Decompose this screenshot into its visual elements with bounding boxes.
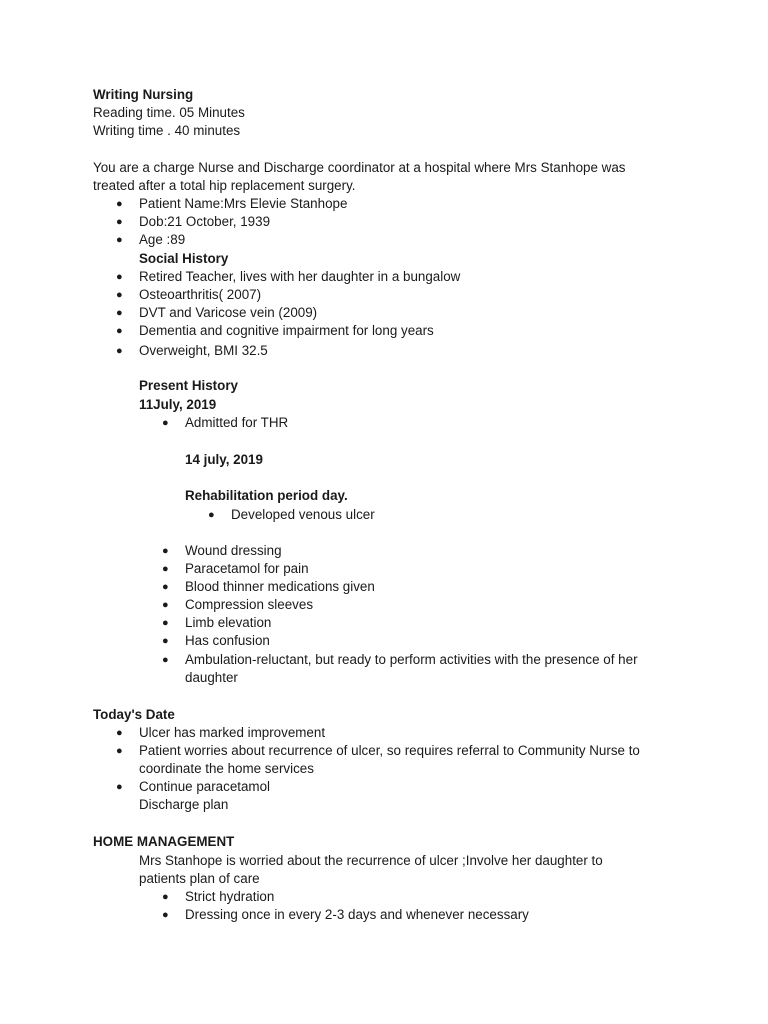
bullet-icon: ●	[116, 307, 123, 319]
bullet-icon: ●	[162, 617, 169, 629]
list-item: Has confusion	[185, 633, 270, 648]
bullet-icon: ●	[116, 216, 123, 228]
writing-time: Writing time . 40 minutes	[93, 123, 241, 138]
bullet-icon: ●	[162, 581, 169, 593]
bullet-icon: ●	[162, 417, 169, 429]
present-history-heading: Present History	[139, 378, 238, 393]
list-item: Dressing once in every 2-3 days and whenever necessary	[185, 907, 529, 922]
home-management-heading: HOME MANAGEMENT	[93, 834, 235, 849]
list-item: Blood thinner medications given	[185, 579, 375, 594]
social-history-heading: Social History	[139, 251, 229, 266]
bullet-icon: ●	[116, 198, 123, 210]
bullet-icon: ●	[116, 727, 123, 739]
home-management-intro-2: patients plan of care	[139, 871, 260, 886]
list-item: Dementia and cognitive impairment for long years	[139, 323, 434, 338]
list-item: Admitted for THR	[185, 415, 289, 430]
todays-date-heading: Today's Date	[93, 707, 175, 722]
bullet-icon: ●	[162, 654, 169, 666]
home-management-intro-1: Mrs Stanhope is worried about the recurrence of ulcer ;Involve her daughter to	[139, 853, 603, 868]
list-item: Compression sleeves	[185, 597, 314, 612]
list-item: Ulcer has marked improvement	[139, 725, 326, 740]
bullet-icon: ●	[116, 289, 123, 301]
list-item: Wound dressing	[185, 543, 282, 558]
list-item: DVT and Varicose vein (2009)	[139, 305, 318, 320]
patient-age: Age :89	[139, 232, 186, 247]
bullet-icon: ●	[116, 781, 123, 793]
discharge-plan-label: Discharge plan	[139, 797, 229, 812]
bullet-icon: ●	[116, 271, 123, 283]
bullet-icon: ●	[162, 635, 169, 647]
bullet-icon: ●	[162, 891, 169, 903]
list-item: Strict hydration	[185, 889, 275, 904]
bullet-icon: ●	[162, 599, 169, 611]
bullet-icon: ●	[116, 234, 123, 246]
list-item: Osteoarthritis( 2007)	[139, 287, 262, 302]
list-item: Patient worries about recurrence of ulcer, so requires referral to Community Nurse to	[139, 743, 640, 758]
bullet-icon: ●	[116, 745, 123, 757]
patient-name: Patient Name:Mrs Elevie Stanhope	[139, 196, 348, 211]
bullet-icon: ●	[116, 325, 123, 337]
bullet-icon: ●	[162, 909, 169, 921]
list-item: Developed venous ulcer	[231, 507, 375, 522]
intro-line-2: treated after a total hip replacement surgery.	[93, 178, 356, 193]
date-heading-1: 11July, 2019	[139, 397, 217, 412]
bullet-icon: ●	[208, 509, 215, 521]
list-item: Ambulation-reluctant, but ready to perform activities with the presence of her	[185, 652, 638, 667]
list-item: Retired Teacher, lives with her daughter in a bungalow	[139, 269, 461, 284]
list-item: Continue paracetamol	[139, 779, 271, 794]
rehab-heading: Rehabilitation period day.	[185, 488, 348, 503]
bullet-icon: ●	[162, 563, 169, 575]
reading-time: Reading time. 05 Minutes	[93, 105, 245, 120]
list-item: Limb elevation	[185, 615, 272, 630]
list-item: Overweight, BMI 32.5	[139, 343, 268, 358]
list-item: Paracetamol for pain	[185, 561, 309, 576]
intro-line-1: You are a charge Nurse and Discharge coordinator at a hospital where Mrs Stanhope was	[93, 160, 626, 175]
patient-dob: Dob:21 October, 1939	[139, 214, 271, 229]
date-heading-2: 14 july, 2019	[185, 452, 263, 467]
list-item-continuation: coordinate the home services	[139, 761, 314, 776]
bullet-icon: ●	[116, 345, 123, 357]
list-item-continuation: daughter	[185, 670, 238, 685]
document-title: Writing Nursing	[93, 87, 194, 102]
bullet-icon: ●	[162, 545, 169, 557]
